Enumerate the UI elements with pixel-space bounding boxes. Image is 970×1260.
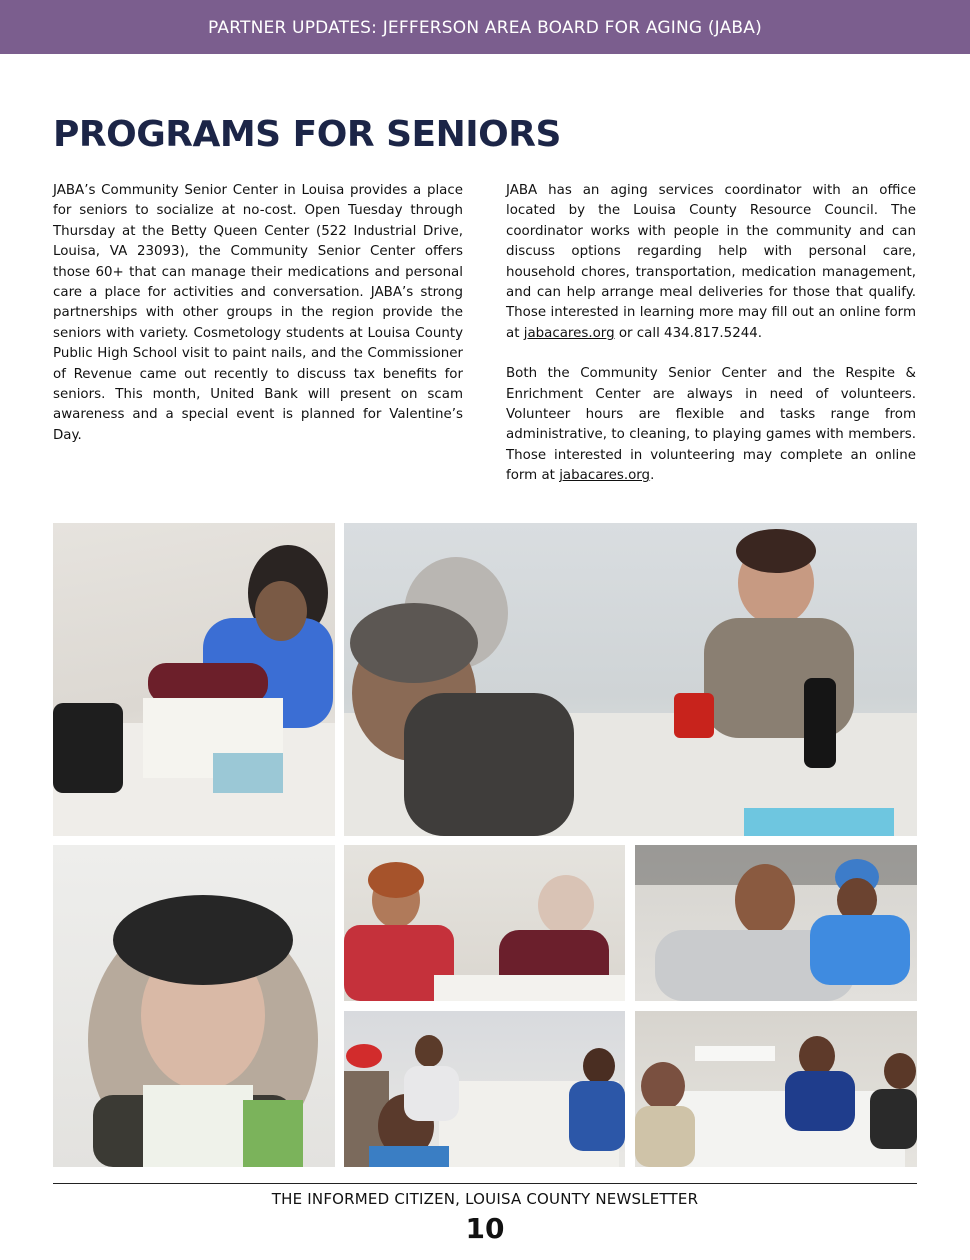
photo-group-at-tables (344, 1011, 625, 1167)
header-banner (0, 0, 970, 54)
newsletter-name: THE INFORMED CITIZEN, LOUISA COUNTY NEWSLETTER (271, 1190, 699, 1208)
jabacares-link[interactable]: jabacares.org (523, 325, 615, 341)
right-paragraph-1: JABA has an aging services coordinator with an office located by the Louisa County Resource Council. The coordinator works with people in the community and can discuss options regarding help with personal care, household chores, transportation, medication management, and can help arrange meal deliveries for those that qualify. Those interested in learning more may fill out an online form at jabacares.org or call 434.817.5244. (506, 183, 916, 341)
photo-seniors-at-table (344, 523, 917, 836)
footer-divider (53, 1183, 917, 1184)
photo-woman-coloring (53, 523, 335, 836)
right-paragraph-2: Both the Community Senior Center and the Respite & Enrichment Center are always in need of volunteers. Volunteer hours are flexible and tasks range from administrative, to cleaning, to playing games with members. Those interested in volunteering may complete an online form at jabacares.org. (506, 366, 916, 484)
photo-man-and-woman (635, 845, 917, 1001)
photo-woman-in-cap (53, 845, 335, 1167)
left-paragraph: JABA’s Community Senior Center in Louisa provides a place for seniors to socialize at no-cost. Open Tuesday through Thursday at the Betty Queen Center (522 Industrial Drive, Louisa, VA 23093), the Community Senior Center offers those 60+ that can manage their medications and personal care a place for activities and conversation. JABA’s strong partnerships with other groups in the region provide the seniors with variety. Cosmetology students at Louisa County Public High School visit to paint nails, and the Commissioner of Revenue came out recently to discuss tax benefits for seniors. This month, United Bank will present on scam awareness and a special event is planned for Valentine’s Day. (53, 183, 463, 443)
left-column (53, 181, 463, 446)
photo-two-women-writing (344, 845, 625, 1001)
page-title: PROGRAMS FOR SENIORS (53, 114, 561, 155)
page-number: 10 (465, 1212, 505, 1245)
jabacares-link[interactable]: jabacares.org (559, 468, 651, 484)
photo-women-at-table (635, 1011, 917, 1167)
right-column (506, 181, 916, 487)
banner-text: PARTNER UPDATES: JEFFERSON AREA BOARD FOR AGING (JABA) (208, 18, 762, 38)
